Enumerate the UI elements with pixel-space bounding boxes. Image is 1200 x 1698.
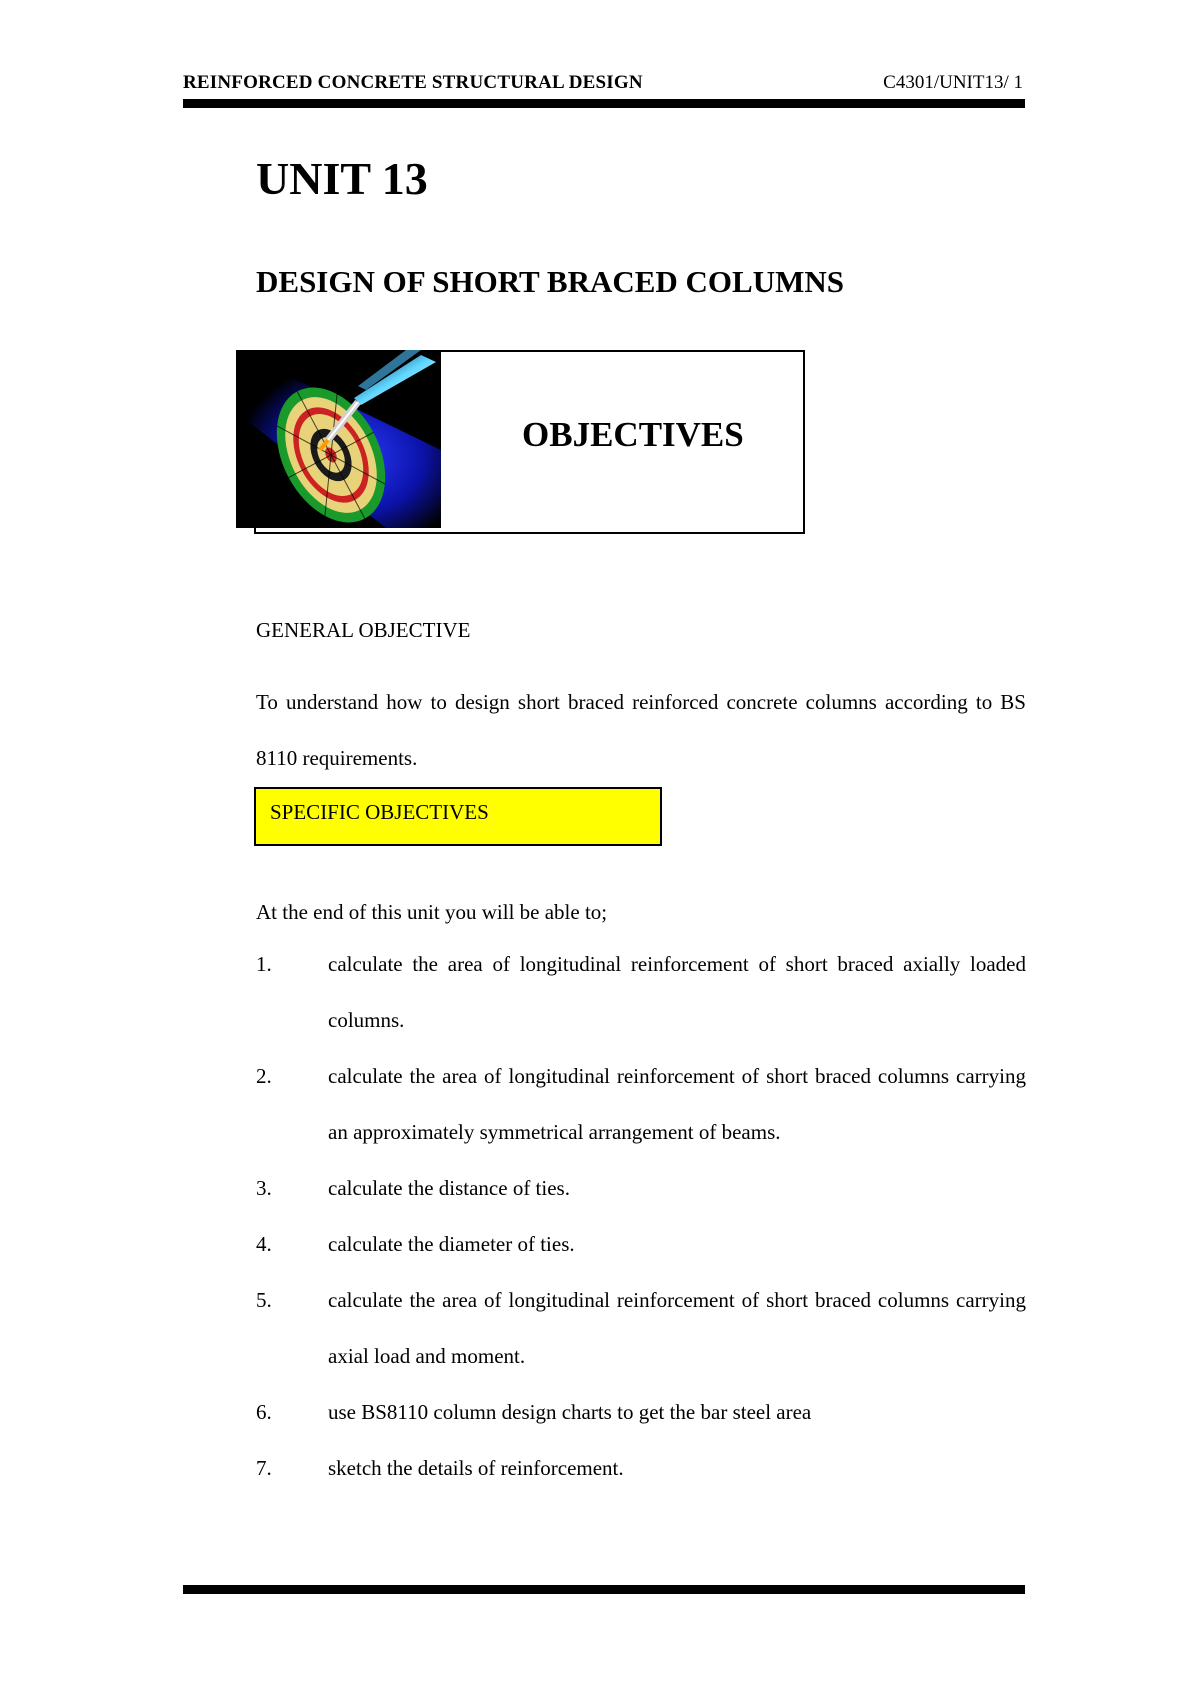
footer-rule	[183, 1585, 1025, 1594]
list-item	[256, 1216, 1026, 1272]
unit-title: UNIT 13	[256, 153, 428, 204]
list-item-text: use BS8110 column design charts to get the bar steel area	[328, 1400, 812, 1424]
list-item-number: 2.	[256, 1064, 272, 1088]
dartboard-icon	[236, 350, 441, 528]
list-item-number: 4.	[256, 1232, 272, 1256]
list-item-number: 5.	[256, 1288, 272, 1312]
list-item-text: sketch the details of reinforcement.	[328, 1456, 624, 1480]
list-item	[256, 1272, 1026, 1384]
specific-objectives-list	[256, 936, 1026, 1496]
list-item-number: 1.	[256, 952, 272, 976]
list-item-text: calculate the area of longitudinal reinforcement of short braced columns carrying an approximately symmetrical arrangement of beams.	[328, 1064, 1026, 1144]
list-item	[256, 1160, 1026, 1216]
list-item	[256, 1384, 1026, 1440]
list-item-number: 7.	[256, 1456, 272, 1480]
header-page-code: C4301/UNIT13/ 1	[883, 72, 1023, 93]
list-item-text: calculate the area of longitudinal reinforcement of short braced axially loaded columns.	[328, 952, 1026, 1032]
list-item	[256, 936, 1026, 1048]
list-item	[256, 1440, 1026, 1496]
header-title: REINFORCED CONCRETE STRUCTURAL DESIGN	[183, 72, 643, 93]
general-objective-text: To understand how to design short braced reinforced concrete columns according to BS 8110 requirements.	[256, 690, 1026, 770]
specific-objectives-label: SPECIFIC OBJECTIVES	[270, 800, 489, 824]
header-rule	[183, 99, 1025, 108]
objectives-intro: At the end of this unit you will be able to;	[256, 900, 608, 924]
list-item-text: calculate the distance of ties.	[328, 1176, 570, 1200]
list-item	[256, 1048, 1026, 1160]
list-item-text: calculate the diameter of ties.	[328, 1232, 575, 1256]
list-item-number: 6.	[256, 1400, 272, 1424]
list-item-text: calculate the area of longitudinal reinforcement of short braced columns carrying axial load and moment.	[328, 1288, 1026, 1368]
general-objective-label: GENERAL OBJECTIVE	[256, 618, 471, 642]
list-item-number: 3.	[256, 1176, 272, 1200]
objectives-heading: OBJECTIVES	[522, 415, 744, 454]
unit-subtitle: DESIGN OF SHORT BRACED COLUMNS	[256, 264, 845, 299]
